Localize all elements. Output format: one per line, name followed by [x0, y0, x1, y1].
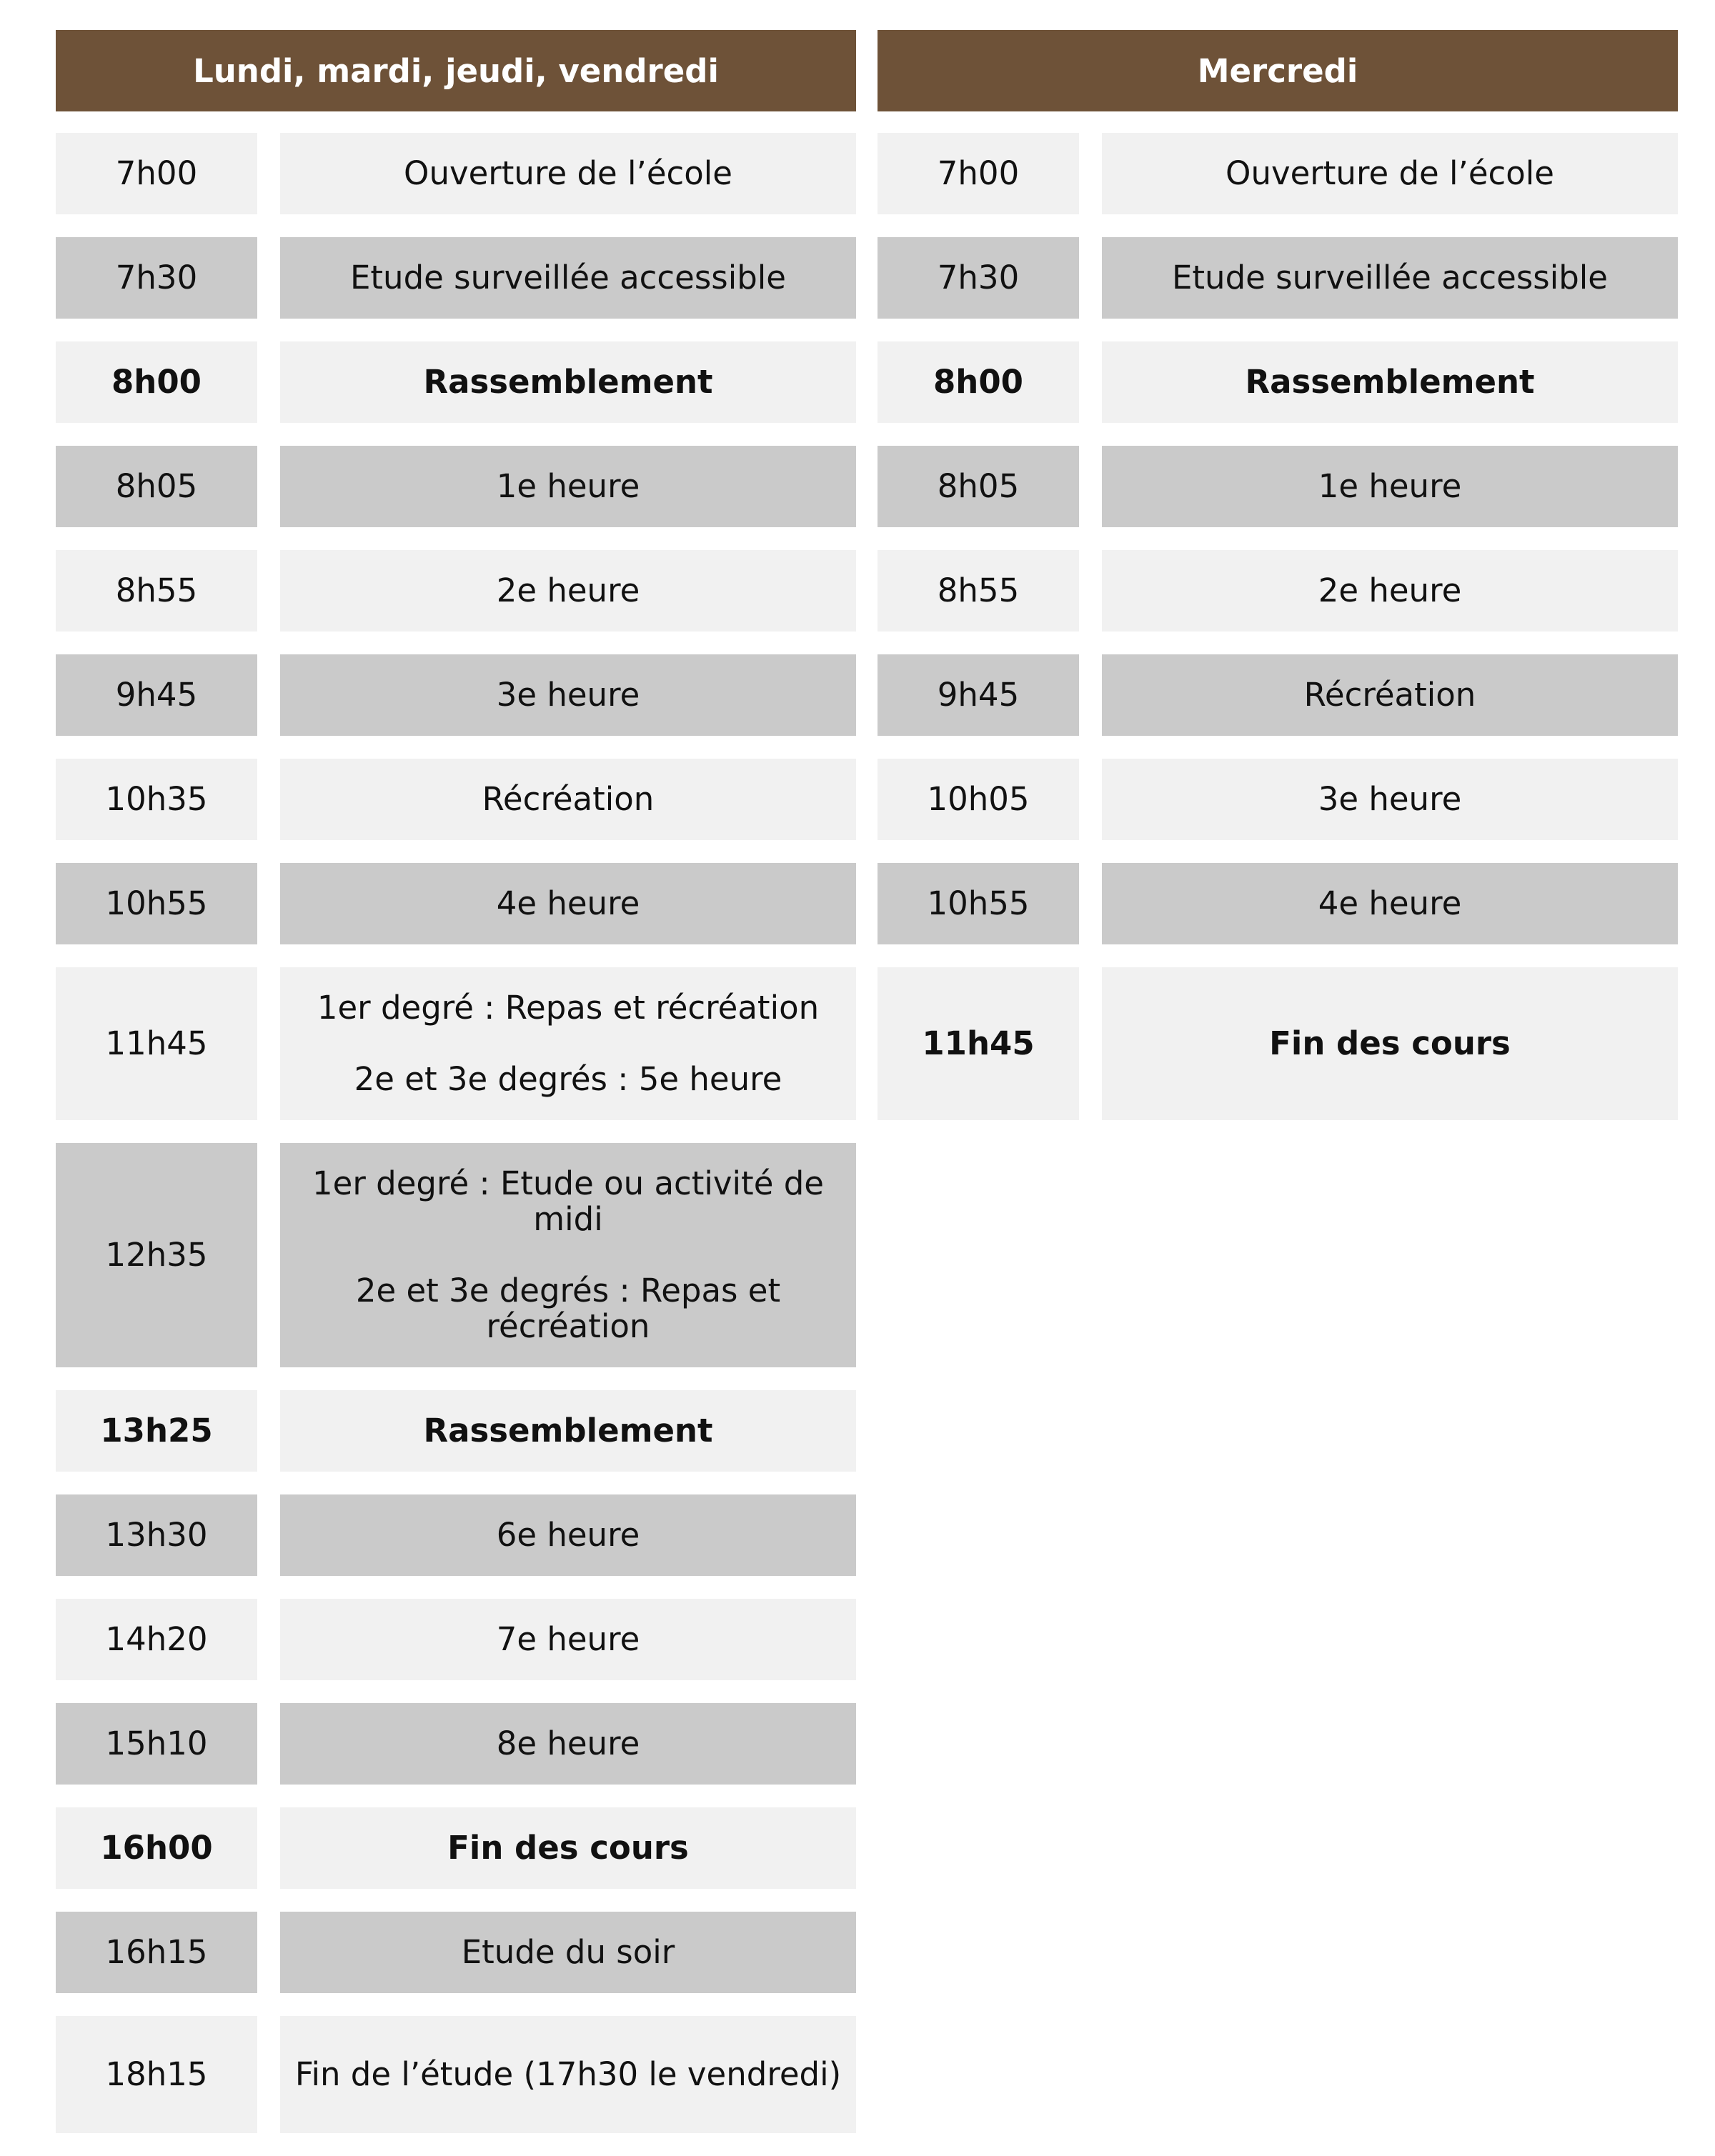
activity-line: Récréation: [482, 780, 655, 818]
activity-cell: [280, 654, 856, 736]
activity-cell: [1102, 237, 1678, 319]
activity-line: 4e heure: [496, 884, 640, 922]
activity-cell: [280, 967, 856, 1120]
activity-line: 1er degré : Etude ou activité de midi: [312, 1164, 824, 1238]
schedule-row: [56, 550, 856, 632]
activity-line: 1er degré : Repas et récréation: [317, 989, 820, 1027]
schedule-weekdays: [56, 30, 856, 2156]
activity-line: 7e heure: [496, 1620, 640, 1658]
schedule-row: [878, 237, 1678, 319]
schedule-row: [878, 133, 1678, 214]
schedule-row: [878, 863, 1678, 944]
schedule-row: [878, 446, 1678, 527]
schedule-row: [56, 863, 856, 944]
schedule-row: [56, 654, 856, 736]
activity-line: Etude du soir: [461, 1933, 675, 1971]
time-cell: 13h25: [56, 1390, 257, 1472]
activity-cell: [1102, 863, 1678, 944]
column-header-wednesday: Mercredi: [878, 30, 1678, 111]
activity-line: 2e et 3e degrés : 5e heure: [354, 1060, 782, 1098]
activity-line: 8e heure: [496, 1725, 640, 1762]
activity-cell: [280, 1912, 856, 1993]
activity-line: 1e heure: [496, 467, 640, 505]
schedule-row: [56, 446, 856, 527]
schedule-row: [56, 967, 856, 1120]
activity-line: 6e heure: [496, 1516, 640, 1554]
activity-cell: [1102, 341, 1678, 423]
column-header-weekdays: Lundi, mardi, jeudi, vendredi: [56, 30, 856, 111]
activity-line: 2e heure: [1318, 572, 1462, 609]
schedule-row: [56, 1494, 856, 1576]
time-cell: 13h30: [56, 1494, 257, 1576]
schedule-row: [878, 654, 1678, 736]
schedule-row: [56, 133, 856, 214]
activity-line: Rassemblement: [423, 363, 713, 401]
activity-cell: [280, 237, 856, 319]
activity-cell: [280, 133, 856, 214]
time-cell: 12h35: [56, 1143, 257, 1367]
time-cell: 10h35: [56, 759, 257, 840]
time-cell: 8h05: [878, 446, 1079, 527]
activity-line: Récréation: [1303, 676, 1476, 714]
activity-cell: [1102, 446, 1678, 527]
schedule-wednesday: [878, 30, 1678, 1143]
time-cell: 7h30: [878, 237, 1079, 319]
time-cell: 10h05: [878, 759, 1079, 840]
schedule-row: [878, 341, 1678, 423]
time-cell: 10h55: [56, 863, 257, 944]
activity-cell: [280, 341, 856, 423]
time-cell: 16h00: [56, 1807, 257, 1889]
activity-line: Fin de l’étude (17h30 le vendredi): [294, 2055, 842, 2093]
activity-line: Etude surveillée accessible: [1171, 259, 1608, 296]
time-cell: 11h45: [878, 967, 1079, 1120]
time-cell: 7h00: [56, 133, 257, 214]
time-cell: 8h00: [878, 341, 1079, 423]
schedule-row: [878, 759, 1678, 840]
activity-cell: [280, 1807, 856, 1889]
activity-line: 3e heure: [496, 676, 640, 714]
activity-cell: [280, 863, 856, 944]
time-cell: 14h20: [56, 1599, 257, 1680]
activity-cell: [280, 1494, 856, 1576]
schedule-row: [56, 237, 856, 319]
activity-line: Fin des cours: [447, 1829, 689, 1867]
activity-cell: [280, 1390, 856, 1472]
schedule-row: [878, 967, 1678, 1120]
schedule-row: [56, 1390, 856, 1472]
time-cell: 8h00: [56, 341, 257, 423]
activity-line: Ouverture de l’école: [1226, 154, 1554, 192]
activity-cell: [1102, 759, 1678, 840]
schedule-row: [56, 1703, 856, 1785]
schedule-row: [56, 341, 856, 423]
schedule-row: [878, 550, 1678, 632]
schedule-row: [56, 1807, 856, 1889]
time-cell: 8h55: [878, 550, 1079, 632]
activity-cell: [280, 446, 856, 527]
activity-line: Ouverture de l’école: [404, 154, 732, 192]
time-cell: 7h00: [878, 133, 1079, 214]
schedule-row: [56, 1599, 856, 1680]
time-cell: 18h15: [56, 2016, 257, 2133]
time-cell: 11h45: [56, 967, 257, 1120]
time-cell: 15h10: [56, 1703, 257, 1785]
activity-cell: [280, 1599, 856, 1680]
time-cell: 9h45: [56, 654, 257, 736]
activity-cell: [280, 550, 856, 632]
activity-cell: [280, 1703, 856, 1785]
schedule-row: [56, 1912, 856, 1993]
time-cell: 9h45: [878, 654, 1079, 736]
activity-cell: [280, 2016, 856, 2133]
activity-line: Fin des cours: [1269, 1024, 1511, 1062]
activity-cell: [1102, 133, 1678, 214]
time-cell: 16h15: [56, 1912, 257, 1993]
time-cell: 7h30: [56, 237, 257, 319]
activity-line: Rassemblement: [1245, 363, 1535, 401]
time-cell: 8h05: [56, 446, 257, 527]
schedule-row: [56, 1143, 856, 1367]
activity-line: 3e heure: [1318, 780, 1462, 818]
activity-cell: [1102, 550, 1678, 632]
activity-cell: [1102, 967, 1678, 1120]
schedule-row: [56, 2016, 856, 2133]
activity-line: Etude surveillée accessible: [349, 259, 786, 296]
activity-cell: [1102, 654, 1678, 736]
activity-line: 2e heure: [496, 572, 640, 609]
activity-cell: [280, 759, 856, 840]
activity-line: 1e heure: [1318, 467, 1462, 505]
schedule-rows-wednesday: [878, 133, 1678, 1120]
time-cell: 10h55: [878, 863, 1079, 944]
activity-line: 4e heure: [1318, 884, 1462, 922]
activity-line: Rassemblement: [423, 1412, 713, 1449]
activity-cell: [280, 1143, 856, 1367]
schedule-rows-weekdays: [56, 133, 856, 2133]
activity-line: 2e et 3e degrés : Repas et récréation: [355, 1272, 781, 1345]
time-cell: 8h55: [56, 550, 257, 632]
schedule-row: [56, 759, 856, 840]
